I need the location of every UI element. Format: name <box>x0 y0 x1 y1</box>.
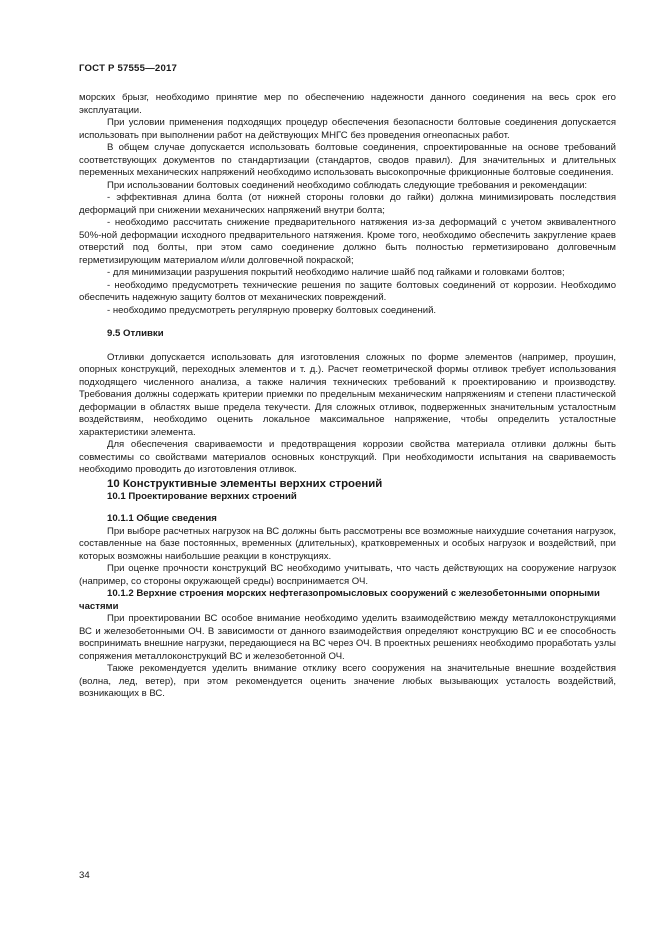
list-item: - необходимо предусмотреть технические решения по защите болтовых соединений от коррозии. Необходимо обеспечить надежную защиту болтов от механических повреждений. <box>79 279 616 303</box>
list-item: - для минимизации разрушения покрытий необходимо наличие шайб под гайками и головками болтов; <box>107 267 565 278</box>
section-heading-10: 10 Конструктивные элементы верхних строений <box>107 477 383 490</box>
subsection-heading-10-1-2: 10.1.2 Верхние строения морских нефтегазопромысловых сооружений с железобетонными опорными частями <box>79 588 600 612</box>
standard-header: ГОСТ Р 57555—2017 <box>79 63 178 74</box>
subsection-heading-10-1: 10.1 Проектирование верхних строений <box>107 490 297 502</box>
subsection-heading-10-1-1: 10.1.1 Общие сведения <box>107 513 217 524</box>
section-heading-9-5: 9.5 Отливки <box>107 328 164 339</box>
paragraph: Также рекомендуется уделить внимание отклику всего сооружения на значительные внешние воздействия (волна, лед, ветер), при этом рекомендуется оценить значение любых вызывающих усталость воздействий, возникающих в ВС. <box>79 663 616 699</box>
document-body <box>79 92 616 701</box>
page-number: 34 <box>79 870 90 881</box>
paragraph: При выборе расчетных нагрузок на ВС должны быть рассмотрены все возможные наихудшие сочетания нагрузок, составленные на базе постоянных, временных (длительных), кратковременных и особых нагрузок и воздействий, при которых возможны наибольшие реакции в конструкциях. <box>79 525 616 562</box>
paragraph: Отливки допускается использовать для изготовления сложных по форме элементов (например, проушин, опорных конструкций, переходных элементов и т. д.). Расчет геометрической формы отливок требует использования подходящего численного анализа, а также наличия технических требований к проектированию и производству. Требования должны содержать критерии приемки по предельным механическим напряжениям и степени пластической деформации в областях выше предела текучести. Для сложных отливок, подверженных значительным усталостным воздействиям, необходимо оценить локальное максимальное напряжение, чтобы определить усталостные характеристики элемента. <box>79 351 616 438</box>
paragraph: В общем случае допускается использовать болтовые соединения, спроектированные на основе требований соответствующих документов по стандартизации (стандартов, сводов правил). Для значительных и длительных переменных механических напряжений необходимо использовать высокопрочные фрикционные болтовые соединения. <box>79 142 616 178</box>
list-item: - необходимо рассчитать снижение предварительного натяжения из-за деформаций с учетом эквивалентного 50%-ной деформации исходного предварительного натяжения. Кроме того, необходимо обеспечить закругление краев отверстий под болты, при этом само соединение должно быть полностью герметизировано долговечным герметизирующим материалом и/или долговечной покраской; <box>79 217 616 266</box>
paragraph: При условии применения подходящих процедур обеспечения безопасности болтовые соединения допускается использовать при выполнении работ на действующих МНГС без проведения огнеопасных работ. <box>79 117 616 141</box>
paragraph: При проектировании ВС особое внимание необходимо уделить взаимодействию между металлоконструкциями ВС и железобетонными ОЧ. В зависимости от данного взаимодействия определяют конструкцию ВС и ее способность воспринимать внешние нагрузки, передающиеся на ВС через ОЧ. В проектных решениях необходимо проработать узлы сопряжения металлоконструкций ВС и железобетонной ОЧ. <box>79 613 616 662</box>
paragraph: морских брызг, необходимо принятие мер по обеспечению надежности данного соединения на весь срок его эксплуатации. <box>79 92 616 116</box>
list-item: - необходимо предусмотреть регулярную проверку болтовых соединений. <box>107 304 437 316</box>
paragraph: Для обеспечения свариваемости и предотвращения коррозии свойства материала отливки должны быть совместимы со свойствами материалов основных конструкций. При необходимости испытания на свариваемость необходимо проводить до изготовления отливок. <box>79 439 616 475</box>
list-item: - эффективная длина болта (от нижней стороны головки до гайки) должна минимизировать последствия деформаций при снижении механических напряжений внутри болта; <box>79 192 616 216</box>
paragraph: При использовании болтовых соединений необходимо соблюдать следующие требования и рекомендации: <box>107 179 588 191</box>
paragraph: При оценке прочности конструкций ВС необходимо учитывать, что часть действующих на сооружение нагрузок (например, со стороны окружающей среды) воспринимается ОЧ. <box>79 563 616 587</box>
